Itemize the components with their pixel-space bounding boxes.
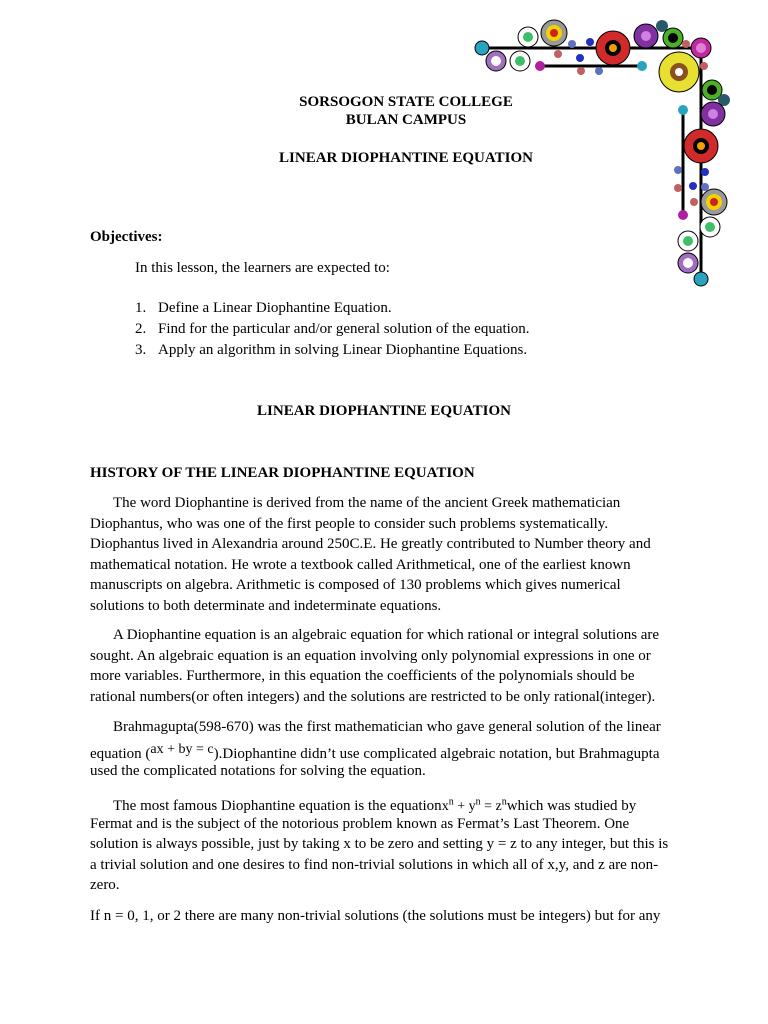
paragraph-text: equation ( bbox=[90, 745, 151, 762]
paragraph-text: Brahmagupta(598-670) was the first mathematician who gave general solution of the linear bbox=[113, 719, 661, 735]
history-paragraph-1 bbox=[90, 493, 674, 616]
history-heading: HISTORY OF THE LINEAR DIOPHANTINE EQUATION bbox=[90, 465, 475, 481]
objective-text: Define a Linear Diophantine Equation. bbox=[158, 300, 392, 316]
objective-item bbox=[135, 319, 530, 340]
objective-number: 1. bbox=[135, 300, 147, 316]
objective-number: 3. bbox=[135, 342, 147, 358]
history-paragraph-5: If n = 0, 1, or 2 there are many non-trivial solutions (the solutions must be integers) but for any bbox=[90, 908, 661, 924]
paragraph-text: A Diophantine equation is an algebraic equation for which rational or integral solutions are sought. An algebraic equation is an equation involving only polynomial expressions in one or more variables. Furthermore, in this equation the coefficients of the polynomials should be rational numbers(or often integers) and the solutions are restricted to be only rational(integer). bbox=[90, 627, 660, 705]
history-paragraph-3 bbox=[90, 717, 674, 782]
paragraph-text: which was studied by bbox=[506, 798, 637, 814]
objectives-heading: Objectives: bbox=[90, 229, 163, 245]
objective-item bbox=[135, 340, 527, 361]
section-title: LINEAR DIOPHANTINE EQUATION bbox=[257, 403, 511, 419]
objective-item bbox=[135, 298, 392, 319]
history-paragraph-4 bbox=[90, 796, 674, 896]
document-title: LINEAR DIOPHANTINE EQUATION bbox=[279, 150, 533, 166]
paragraph-text: The most famous Diophantine equation is the equation bbox=[113, 798, 442, 814]
paragraph-text: Fermat and is the subject of the notorious problem known as Fermat’s Last Theorem. One solution is always possible, just by taking x to be zero and setting y = z to any integer, but this is a trivial solution and one desires to find non-trivial solutions in which all of x,y, and z are non-zero. bbox=[90, 815, 669, 893]
objectives-intro: In this lesson, the learners are expected to: bbox=[135, 260, 390, 276]
paragraph-text: used the complicated notations for solving the equation. bbox=[90, 763, 426, 779]
college-name: SORSOGON STATE COLLEGE bbox=[299, 94, 513, 110]
objective-number: 2. bbox=[135, 321, 147, 337]
objective-text: Apply an algorithm in solving Linear Diophantine Equations. bbox=[158, 342, 528, 358]
fermat-equation: $x^n + y^n = z^n$ bbox=[441, 796, 507, 814]
linear-equation: ax + by = c bbox=[150, 741, 214, 757]
paragraph-text: The word Diophantine is derived from the name of the ancient Greek mathematician Diophantus, who was one of the first people to consider such problems systematically. Diophantus lived in Alexandria around 250C.E. He greatly contributed to Number theory and mathematical notation. He wrote a textbook called Arithmetical, one of the earliest known manuscripts on algebra. Arithmetic is composed of 130 problems which gives numerical solutions to both determinate and indeterminate equations. bbox=[90, 495, 651, 614]
paragraph-text: ).Diophantine didn’t use complicated algebraic notation, but Brahmagupta bbox=[213, 745, 660, 762]
objective-text: Find for the particular and/or general solution of the equation. bbox=[158, 321, 530, 337]
campus-name: BULAN CAMPUS bbox=[345, 112, 467, 128]
history-paragraph-2 bbox=[90, 625, 674, 707]
